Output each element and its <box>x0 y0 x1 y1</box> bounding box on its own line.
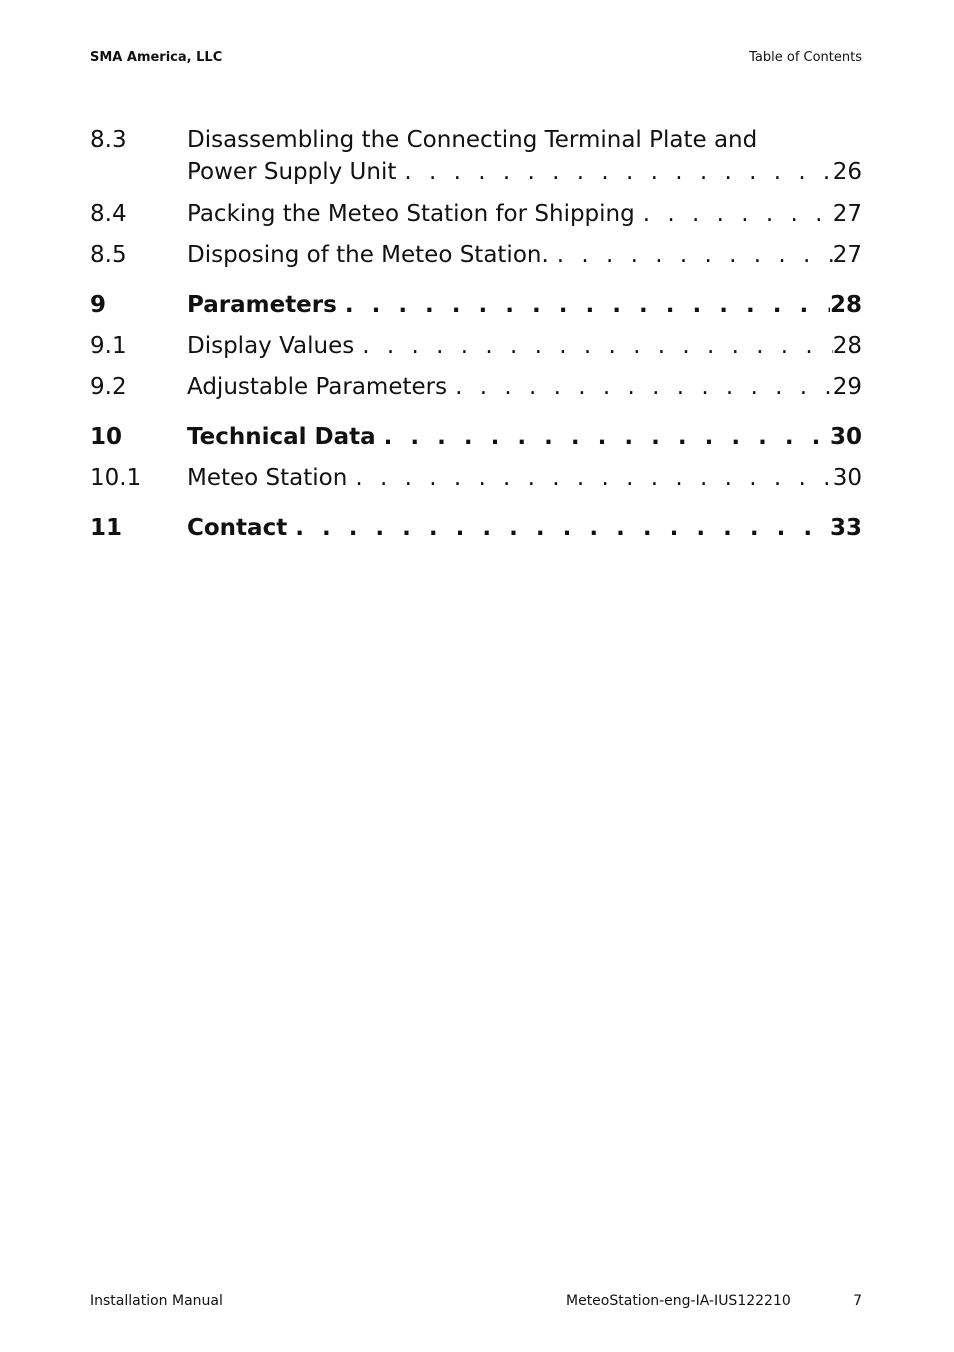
toc-title: Technical Data <box>187 424 376 450</box>
toc-number: 8.3 <box>90 127 127 153</box>
toc-entry-8-4[interactable] <box>90 198 862 239</box>
toc-page-number: 28 <box>829 292 862 318</box>
toc-number: 11 <box>90 515 123 541</box>
toc-entry-9-2[interactable] <box>90 371 862 412</box>
footer-document-id: MeteoStation-eng-IA-IUS122210 <box>566 1293 791 1309</box>
toc-entry-9[interactable] <box>90 289 862 330</box>
toc-title: Contact <box>187 515 288 541</box>
toc-title: Disposing of the Meteo Station. <box>187 242 549 268</box>
dot-leader <box>396 156 832 188</box>
toc-page-number: 30 <box>832 465 862 491</box>
toc-number: 8.4 <box>90 201 127 227</box>
toc-entry-9-1[interactable] <box>90 330 862 371</box>
toc-page-number: 33 <box>829 515 862 541</box>
footer-page-number: 7 <box>853 1293 862 1309</box>
dot-leader <box>287 512 830 544</box>
toc-page-number: 30 <box>829 424 862 450</box>
toc-number: 10 <box>90 424 123 450</box>
footer-manual-title: Installation Manual <box>90 1293 223 1309</box>
dot-leader <box>354 330 832 362</box>
toc-title: Power Supply Unit <box>187 159 397 185</box>
dot-leader <box>635 198 833 230</box>
toc-number: 9.2 <box>90 374 127 400</box>
toc-entry-11[interactable] <box>90 512 862 553</box>
toc-page-number: 27 <box>832 201 862 227</box>
toc-entry-8-3[interactable] <box>90 124 862 198</box>
toc-page-number: 27 <box>832 242 862 268</box>
toc-title-line1: Disassembling the Connecting Terminal Plate and <box>187 127 758 153</box>
dot-leader <box>447 371 833 403</box>
toc-number: 10.1 <box>90 465 142 491</box>
toc-entry-10-1[interactable] <box>90 462 862 503</box>
dot-leader <box>549 239 833 271</box>
header-company: SMA America, LLC <box>90 50 223 65</box>
toc-entry-8-5[interactable] <box>90 239 862 280</box>
toc-title: Display Values <box>187 333 355 359</box>
toc-title: Packing the Meteo Station for Shipping <box>187 201 635 227</box>
toc-number: 9.1 <box>90 333 127 359</box>
dot-leader <box>376 421 830 453</box>
toc-page-number: 26 <box>832 159 862 185</box>
toc-title: Adjustable Parameters <box>187 374 448 400</box>
toc-number: 8.5 <box>90 242 127 268</box>
toc-number: 9 <box>90 292 107 318</box>
toc-page-number: 28 <box>832 333 862 359</box>
dot-leader <box>337 289 830 321</box>
toc-page-number: 29 <box>832 374 862 400</box>
toc-entry-10[interactable] <box>90 421 862 462</box>
toc-title: Parameters <box>187 292 337 318</box>
header-section-title: Table of Contents <box>749 50 862 65</box>
toc-title: Meteo Station <box>187 465 348 491</box>
dot-leader <box>347 462 832 494</box>
table-of-contents <box>90 124 862 553</box>
